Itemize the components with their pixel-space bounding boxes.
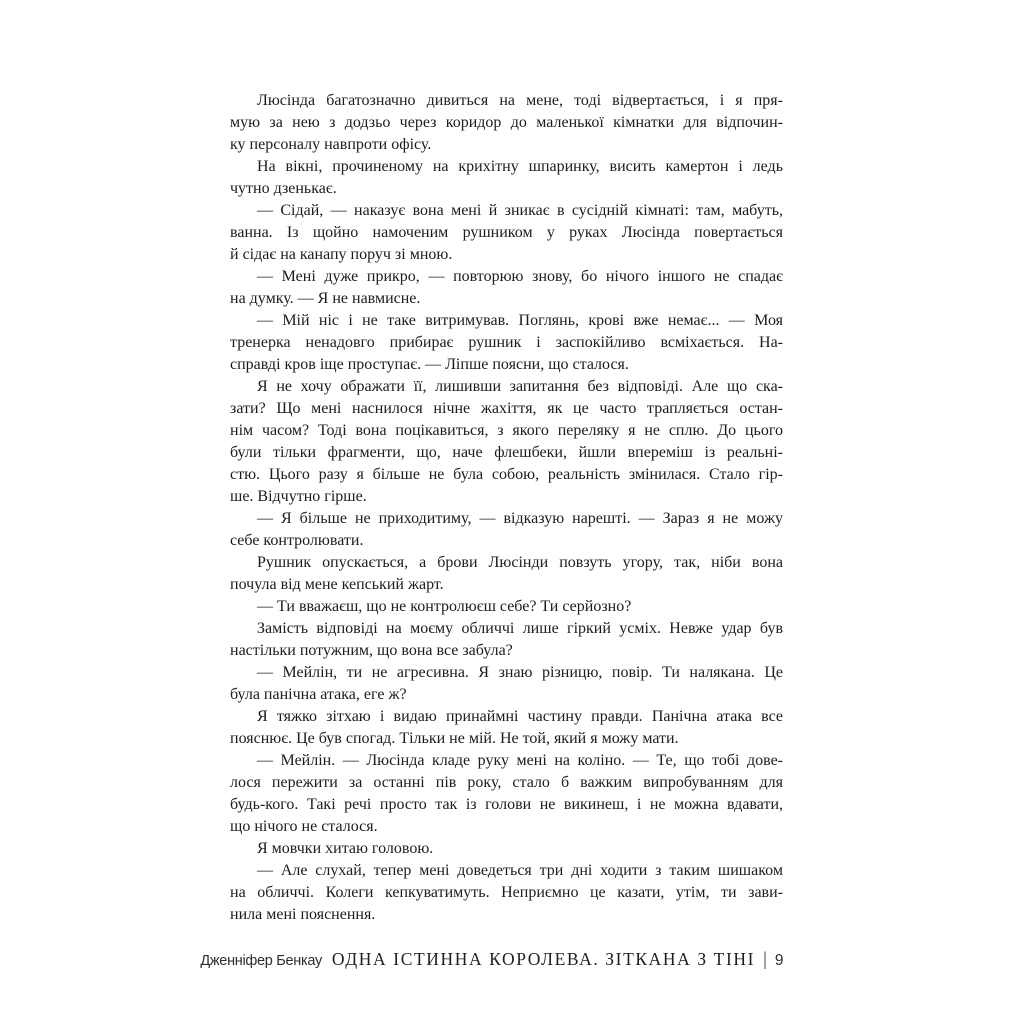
text-line: й сідає на канапу поруч зі мною. <box>230 246 453 263</box>
text-line: Я мовчки хитаю головою. <box>257 840 434 857</box>
text-line: — Мейлін. — Люсінда кладе руку мені на коліно. — Те, що тобі дове- <box>257 752 783 769</box>
text-line: — Мій ніс і не таке витримував. Поглянь, крові вже немає... — Моя <box>257 312 783 329</box>
paragraph <box>230 200 783 266</box>
text-line: Я не хочу ображати її, лишивши запитання без відповіді. Але що ска- <box>257 378 783 395</box>
paragraph <box>230 706 783 750</box>
text-line: себе контролювати. <box>230 532 364 549</box>
text-line: мую за нею з додзьо через коридор до маленької кімнатки для відпочин- <box>230 114 783 131</box>
text-line: нім часом? Тоді вона поцікавиться, з якого переляку я не сплю. До цього <box>230 422 783 439</box>
text-block <box>230 90 783 926</box>
text-line: нила мені пояснення. <box>230 906 376 923</box>
paragraph <box>230 662 783 706</box>
text-line: зати? Що мені наснилося нічне жахіття, як це часто трапляється остан- <box>230 400 783 417</box>
text-line: Замість відповіді на моєму обличчі лише гіркий усміх. Невже удар був <box>257 620 783 637</box>
paragraph <box>230 618 783 662</box>
text-line: стю. Цього разу я більше не була собою, реальність змінилася. Стало гір- <box>230 466 783 483</box>
text-line: ку персоналу навпроти офісу. <box>230 136 432 153</box>
text-line: справді кров іще проступає. — Ліпше поясни, що сталося. <box>230 356 629 373</box>
footer-separator: | <box>763 949 767 970</box>
text-line: Я тяжко зітхаю і видаю принаймні частину правди. Панічна атака все <box>257 708 783 725</box>
text-line: На вікні, прочиненому на крихітну шпаринку, висить камертон і ледь <box>257 158 783 175</box>
paragraph <box>230 838 783 860</box>
text-line: — Я більше не приходитиму, — відказую нарешті. — Зараз я не можу <box>257 510 783 527</box>
text-line: ше. Відчутно гірше. <box>230 488 367 505</box>
text-line: настільки потужним, що вона все забула? <box>230 642 513 659</box>
text-line: — Мені дуже прикро, — повторюю знову, бо нічого іншого не спадає <box>257 268 783 285</box>
text-line: почула від мене кепський жарт. <box>230 576 444 593</box>
paragraph <box>230 90 783 156</box>
footer-book-title: ОДНА ІСТИННА КОРОЛЕВА. ЗІТКАНА З ТІНІ <box>331 949 756 969</box>
text-line: Рушник опускається, а брови Люсінди повзуть угору, так, ніби вона <box>257 554 783 571</box>
text-line: Люсінда багатозначно дивиться на мене, тоді відвертається, і я пря- <box>257 92 783 109</box>
paragraph <box>230 596 783 618</box>
paragraph <box>230 860 783 926</box>
text-line: — Але слухай, тепер мені доведеться три дні ходити з таким шишаком <box>257 862 783 879</box>
paragraph <box>230 266 783 310</box>
page-number: 9 <box>774 952 783 969</box>
text-line: пояснює. Це був спогад. Тільки не мій. Не той, який я можу мати. <box>230 730 679 747</box>
text-line: була панічна атака, еге ж? <box>230 686 407 703</box>
text-line: що нічого не сталося. <box>230 818 378 835</box>
paragraph <box>230 750 783 838</box>
page-footer <box>200 949 783 971</box>
text-line: — Сідай, — наказує вона мені й зникає в сусідній кімнаті: там, мабуть, <box>257 202 783 219</box>
footer-author: Дженніфер Бенкау <box>200 953 322 969</box>
paragraph <box>230 552 783 596</box>
text-line: — Ти вважаєш, що не контролюєш себе? Ти серйозно? <box>257 598 632 615</box>
paragraph <box>230 508 783 552</box>
text-line: — Мейлін, ти не агресивна. Я знаю різницю, повір. Ти налякана. Це <box>257 664 783 681</box>
paragraph <box>230 156 783 200</box>
paragraph <box>230 376 783 508</box>
text-line: були тільки фрагменти, що, наче флешбеки, йшли впереміш із реальні- <box>230 444 783 461</box>
text-line: чутно дзенькає. <box>230 180 337 197</box>
text-line: тренерка ненадовго прибирає рушник і заспокійливо всміхається. На- <box>230 334 783 351</box>
text-line: ванна. Із щойно намоченим рушником у руках Люсінда повертається <box>230 224 783 241</box>
paragraph <box>230 310 783 376</box>
text-line: на обличчі. Колеги кепкуватимуть. Неприємно це казати, утім, ти зави- <box>230 884 783 901</box>
text-line: будь-кого. Такі речі просто так із голови не викинеш, і не можна вдавати, <box>230 796 783 813</box>
text-line: на думку. — Я не навмисне. <box>230 290 421 307</box>
text-line: лося пережити за останні пів року, стало б важким випробуванням для <box>230 774 783 791</box>
